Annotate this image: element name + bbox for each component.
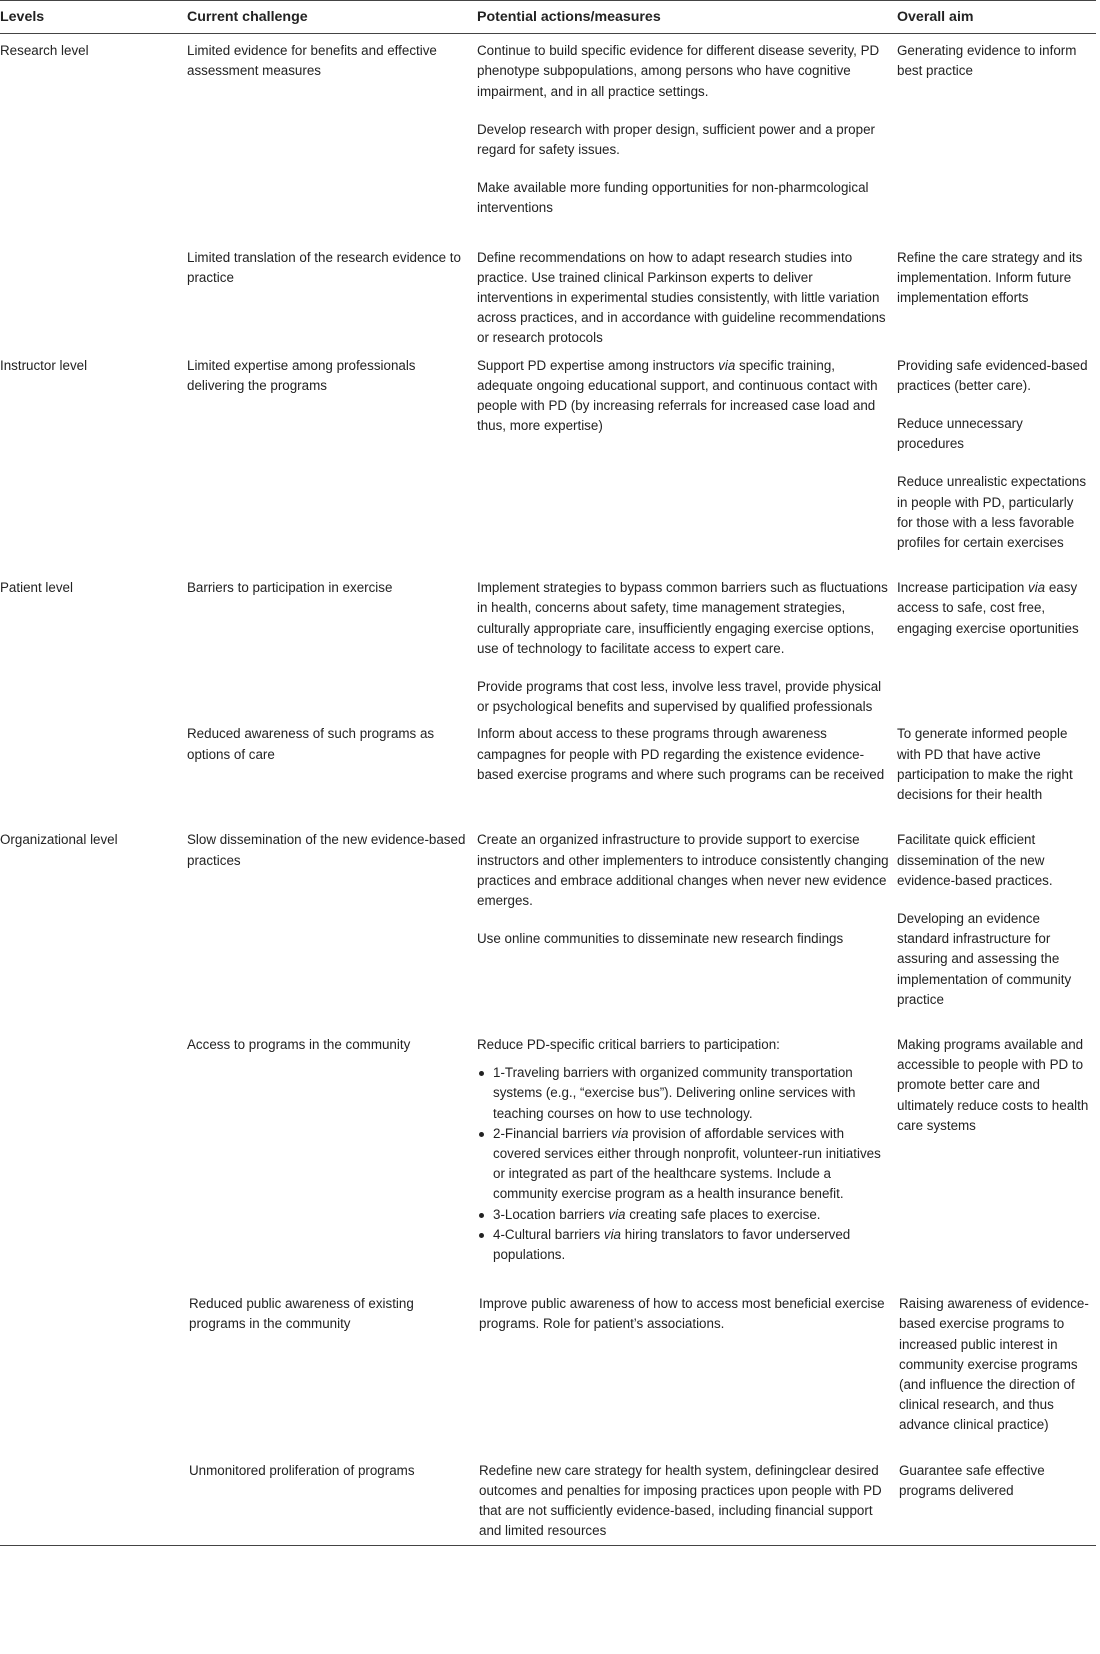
- list-item-italic: via: [611, 1125, 629, 1141]
- challenge-cell: Reduced public awareness of existing programs in the community: [189, 1296, 414, 1332]
- table-row: [0, 1454, 1096, 1546]
- table-header: [0, 1, 1096, 34]
- table-row: [0, 571, 1096, 717]
- list-item: [493, 1124, 891, 1205]
- list-item-part: 4-Cultural barriers: [493, 1226, 604, 1242]
- aim-text: Reduce unnecessary procedures: [897, 416, 1023, 452]
- list-item-part: hiring translators to favor underserved populations.: [493, 1226, 851, 1262]
- action-text: Develop research with proper design, sufficient power and a proper regard for safety issues.: [477, 121, 875, 158]
- aim-text: Refine the care strategy and its implementation. Inform future implementation efforts: [897, 249, 1083, 306]
- level-cell: Instructor level: [0, 357, 88, 373]
- action-text-italic: via: [718, 357, 736, 373]
- aim-cell: [897, 823, 1096, 1028]
- challenge-cell: Limited expertise among professionals delivering the programs: [187, 357, 416, 393]
- action-text: Inform about access to these programs through awareness campagnes for people with PD regarding the existence evidence-based exercise programs and where such programs can be received: [477, 726, 885, 782]
- action-text: Improve public awareness of how to access most beneficial exercise programs. Role for patient’s associations.: [479, 1296, 885, 1332]
- table-row: [0, 241, 1096, 349]
- aim-cell: [897, 1028, 1096, 1287]
- aim-cell: [897, 34, 1096, 241]
- actions-cell: [477, 34, 897, 241]
- aim-text: Making programs available and accessible to people with PD to promote better care and ultimately reduce costs to health care systems: [897, 1036, 1089, 1133]
- aim-text: [897, 578, 1090, 639]
- action-text: Reduce PD-specific critical barriers to participation:: [477, 1036, 780, 1052]
- level-cell: [0, 241, 187, 349]
- challenge-cell: Limited evidence for benefits and effective assessment measures: [187, 43, 437, 79]
- aim-cell: [897, 571, 1096, 717]
- list-item-part: 3-Location barriers: [493, 1206, 609, 1222]
- table-row: [0, 823, 1096, 1028]
- action-text: Implement strategies to bypass common barriers such as fluctuations in health, concerns about safety, time management strategies, culturally appropriate care, insufficiently engaging exercise options, use of technology to facilitate access to expert care.: [477, 580, 888, 656]
- aim-cell: [897, 241, 1096, 349]
- aim-text: Providing safe evidenced-based practices (better care).: [897, 357, 1088, 393]
- aim-cell: [897, 349, 1096, 572]
- list-item: 1-Traveling barriers with organized community transportation systems (e.g., “exercise bus”). Delivering online services with teaching courses on how to use technology.: [493, 1063, 891, 1124]
- action-text: [477, 356, 891, 437]
- challenge-cell: Unmonitored proliferation of programs: [187, 1454, 477, 1546]
- level-cell: Organizational level: [0, 832, 118, 848]
- aim-text: Developing an evidence standard infrastructure for assuring and assessing the implementation of community practice: [897, 910, 1072, 1007]
- challenge-cell: Reduced awareness of such programs as options of care: [187, 726, 435, 762]
- list-item-part: 2-Financial barriers: [493, 1125, 612, 1141]
- table-row: [0, 34, 1096, 241]
- table-row: [0, 717, 1096, 823]
- level-cell: Research level: [0, 43, 89, 59]
- actions-cell: [477, 823, 897, 1028]
- action-text: Use online communities to disseminate new research findings: [477, 931, 844, 947]
- actions-cell: [477, 241, 897, 349]
- header-levels: Levels: [0, 1, 187, 34]
- aim-text: Raising awareness of evidence-based exercise programs to increased public interest in community exercise programs (and influence the direction of clinical research, and thus advance clinical practice): [899, 1296, 1089, 1433]
- challenge-cell: Slow dissemination of the new evidence-based practices: [187, 832, 466, 868]
- list-item-part: provision of affordable services with covered services either through nonprofit, volunteer-run initiatives or integrated as part of the healthcare systems. Include a community exercise program as a health insurance benefit.: [493, 1125, 881, 1202]
- list-item-italic: via: [608, 1206, 626, 1222]
- challenge-cell: Barriers to participation in exercise: [187, 580, 393, 596]
- actions-cell: [477, 1287, 897, 1453]
- action-text: Define recommendations on how to adapt research studies into practice. Use trained clinical Parkinson experts to deliver interventions in experimental studies consistently, with little variation across practices, and in accordance with guideline recommendations or research protocols: [477, 249, 886, 346]
- actions-cell: [477, 349, 897, 572]
- list-item: [493, 1225, 891, 1265]
- aim-cell: [897, 1454, 1096, 1546]
- aim-text-part: Increase participation: [897, 580, 1029, 596]
- list-item: [493, 1205, 891, 1225]
- action-text: Make available more funding opportunities for non-pharmcological interventions: [477, 180, 869, 216]
- challenge-cell: Limited translation of the research evidence to practice: [187, 249, 461, 285]
- actions-cell: [477, 1454, 897, 1546]
- actions-cell: [477, 571, 897, 717]
- action-text-part: specific training, adequate ongoing educational support, and continuous contact with people with PD (by increasing referrals for increased case load and thus, more expertise): [477, 357, 878, 434]
- level-cell: [0, 717, 187, 823]
- table-row: [0, 1028, 1096, 1287]
- aim-text-part: easy access to safe, cost free, engaging exercise oportunities: [897, 580, 1079, 636]
- aim-text: Reduce unrealistic expectations in people with PD, particularly for those with a less favorable profiles for certain exercises: [897, 474, 1087, 551]
- header-aim: Overall aim: [897, 1, 1096, 34]
- barrier-list: [477, 1063, 891, 1265]
- aim-text: Facilitate quick efficient dissemination of the new evidence-based practices.: [897, 832, 1053, 888]
- aim-text: Guarantee safe effective programs delivered: [899, 1462, 1045, 1498]
- table-row: [0, 1287, 1096, 1453]
- challenge-cell: Access to programs in the community: [187, 1036, 411, 1052]
- header-actions: Potential actions/measures: [477, 1, 897, 34]
- aim-cell: [897, 717, 1096, 823]
- aim-cell: [897, 1287, 1096, 1453]
- action-text: Redefine new care strategy for health system, definingclear desired outcomes and penalties for imposing practices upon people with PD that are not sufficiently evidence-based, including financial support and limited resources: [479, 1462, 882, 1539]
- aim-text: Generating evidence to inform best practice: [897, 43, 1077, 79]
- level-cell: [0, 1028, 187, 1287]
- action-text: Create an organized infrastructure to provide support to exercise instructors and other implementers to introduce consistently changing practices and embrace additional changes when never new evidence emerges.: [477, 832, 889, 908]
- action-text: Provide programs that cost less, involve less travel, provide physical or psychological benefits and supervised by qualified professionals: [477, 679, 882, 715]
- action-text: Continue to build specific evidence for different disease severity, PD phenotype subpopulations, among persons who have cognitive impairment, and in all practice settings.: [477, 43, 880, 99]
- list-item-part: creating safe places to exercise.: [625, 1206, 821, 1222]
- level-cell: [0, 1287, 187, 1453]
- actions-cell: [477, 1028, 897, 1287]
- actions-cell: [477, 717, 897, 823]
- aim-text: To generate informed people with PD that have active participation to make the right decisions for their health: [897, 726, 1073, 803]
- table-row: [0, 349, 1096, 572]
- header-challenge: Current challenge: [187, 1, 477, 34]
- list-item-italic: via: [603, 1226, 622, 1242]
- action-text-part: Support PD expertise among instructors: [477, 357, 719, 373]
- aim-text-italic: via: [1028, 580, 1046, 596]
- level-cell: [0, 1454, 187, 1546]
- level-cell: Patient level: [0, 580, 73, 596]
